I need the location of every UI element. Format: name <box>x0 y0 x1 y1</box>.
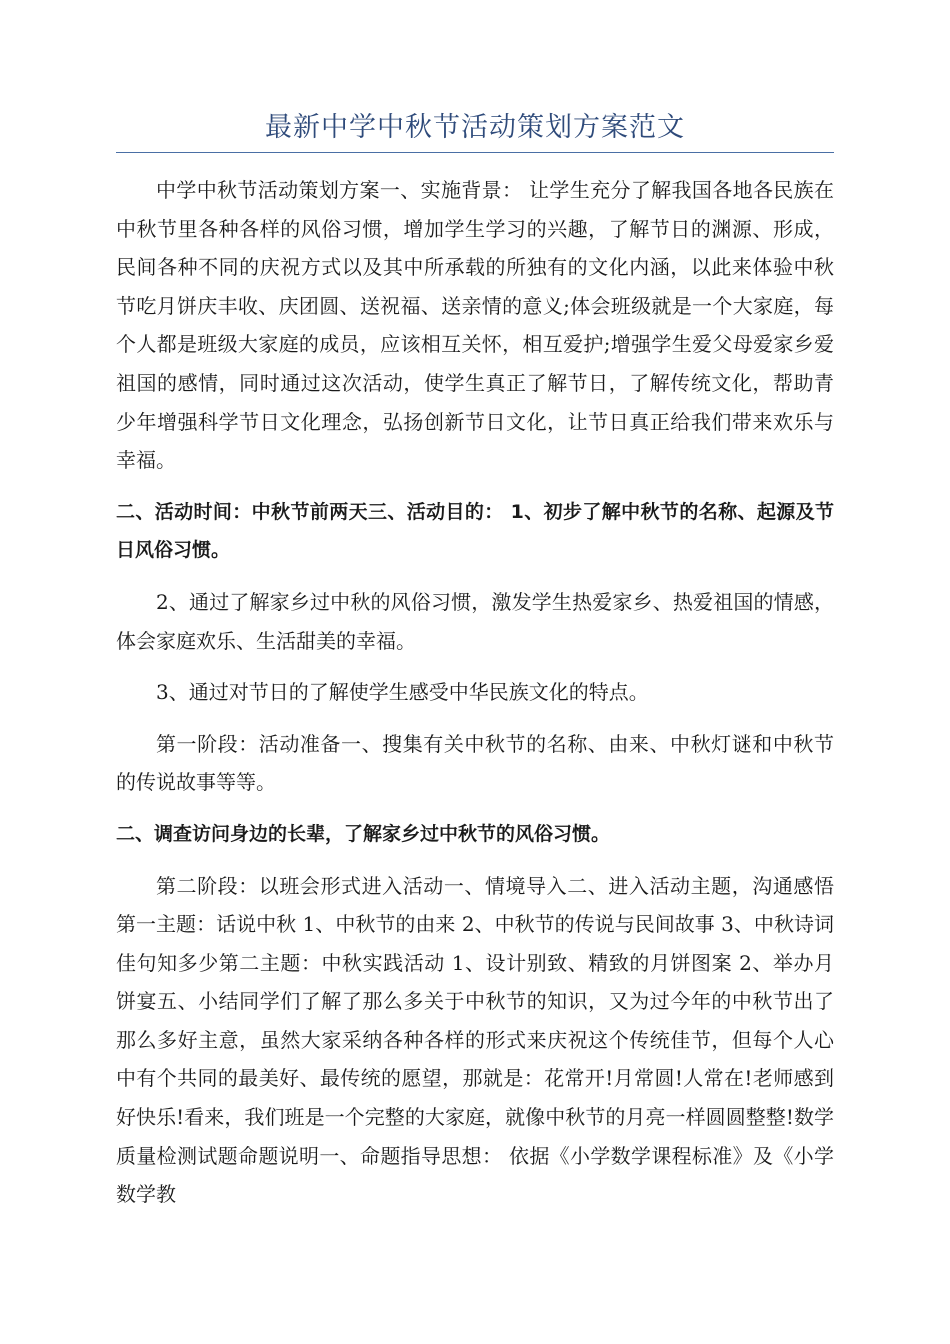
paragraph-goal-2: 2、通过了解家乡过中秋的风俗习惯，激发学生热爱家乡、热爱祖国的情感，体会家庭欢乐、生活甜美的幸福。 <box>116 589 834 653</box>
paragraph-background: 中学中秋节活动策划方案一、实施背景： 让学生充分了解我国各地各民族在中秋节里各种各样的风俗习惯，增加学生学习的兴趣，了解节日的渊源、形成，民间各种不同的庆祝方式以及其中所承载的所独有的文化内涵，以此来体验中秋节吃月饼庆丰收、庆团圆、送祝福、送亲情的意义;体会班级就是一个大家庭，每个人都是班级大家庭的成员，应该相互关怀，相互爱护;增强学生爱父母爱家乡爱祖国的感情，同时通过这次活动，使学生真正了解节日，了解传统文化，帮助青少年增强科学节日文化理念，弘扬创新节日文化，让节日真正给我们带来欢乐与幸福。 <box>116 178 834 473</box>
title-underline <box>116 152 834 153</box>
document-page <box>116 108 834 1227</box>
paragraph-goal-3: 3、通过对节日的了解使学生感受中华民族文化的特点。 <box>156 680 649 705</box>
paragraph-stage-2: 第二阶段：以班会形式进入活动一、情境导入二、进入活动主题，沟通感悟第一主题：话说中秋 1、中秋节的由来 2、中秋节的传说与民间故事 3、中秋诗词佳句知多少第二主题：中秋实践活动 1、设计别致、精致的月饼图案 2、举办月饼宴五、小结同学们了解了那么多关于中秋节的知识，又为过今年的中秋节出了那么多好主意，虽然大家采纳各种各样的形式来庆祝这个传统佳节，但每个人心中有个共同的最美好、最传统的愿望，那就是：花常开!月常圆!人常在!老师感到好快乐!看来，我们班是一个完整的大家庭，就像中秋节的月亮一样圆圆整整!数学质量检测试题命题说明一、命题指导思想： 依据《小学数学课程标准》及《小学数学教 <box>116 873 834 1207</box>
heading-survey-elders: 二、调查访问身边的长辈，了解家乡过中秋节的风俗习惯。 <box>116 822 611 845</box>
document-title: 最新中学中秋节活动策划方案范文 <box>265 112 685 143</box>
heading-activity-time-goals: 二、活动时间：中秋节前两天三、活动目的： 1、初步了解中秋节的名称、起源及节日风俗习惯。 <box>116 500 834 562</box>
paragraph-stage-1: 第一阶段：活动准备一、搜集有关中秋节的名称、由来、中秋灯谜和中秋节的传说故事等等。 <box>116 731 834 795</box>
